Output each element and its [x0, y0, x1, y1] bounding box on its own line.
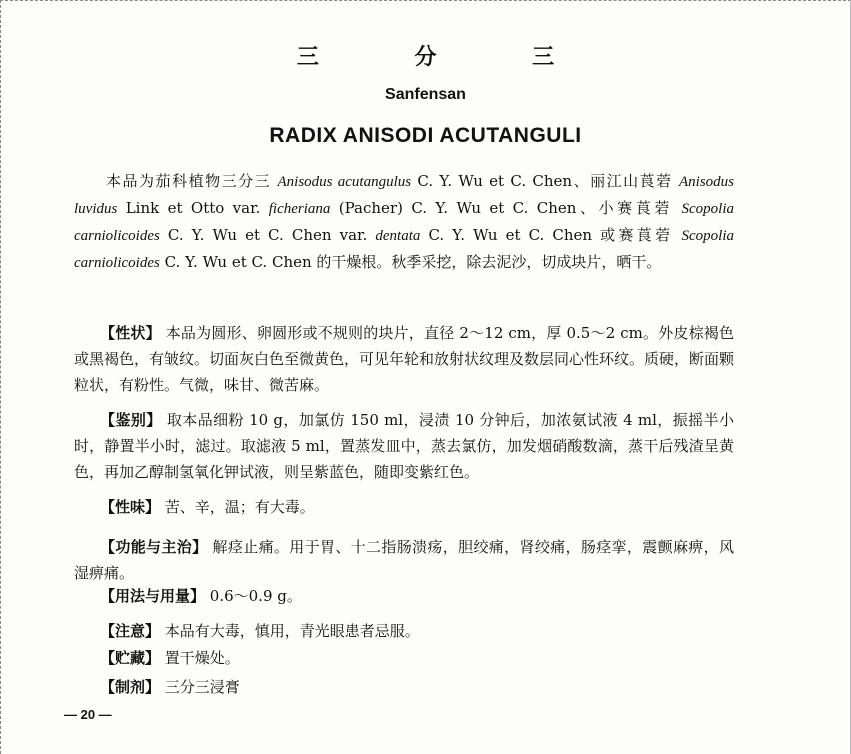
scan-border-left — [0, 0, 4, 754]
section-text: 解痉止痛。用于胃、十二指肠溃疡，胆绞痛，肾绞痛，肠痉挛，震颤麻痹，风湿痹痛。 — [74, 538, 734, 582]
page-number: — 20 — — [64, 707, 112, 722]
section-text: 本品为圆形、卵圆形或不规则的块片，直径 2～12 cm，厚 0.5～2 cm。外皮棕褐色或黑褐色，有皱纹。切面灰白色至微黄色，可见年轮和放射状纹理及数层同心性环纹。质硬，断面颗粒状，有粉性。气微，味甘、微苦麻。 — [74, 324, 735, 394]
section-property-flavor — [74, 494, 734, 520]
section-precautions — [74, 618, 734, 644]
section-label: 【贮藏】 — [100, 649, 161, 667]
section-label: 【注意】 — [100, 622, 161, 640]
scan-border-top — [0, 0, 851, 4]
section-label: 【用法与用量】 — [100, 587, 206, 605]
section-text: 取本品细粉 10 g，加氯仿 150 ml，浸渍 10 分钟后，加浓氨试液 4 ml，振摇半小时，静置半小时，滤过。取滤液 5 ml，置蒸发皿中，蒸去氯仿，加发烟硝酸数滴，蒸干后残渣呈黄色，再加乙醇制氢氧化钾试液，则呈紫蓝色，随即变紫红色。 — [74, 411, 734, 481]
section-usage-dosage — [74, 583, 734, 609]
section-label: 【制剂】 — [100, 678, 161, 696]
intro-text: (Pacher) C. Y. Wu et C. Chen、小赛莨菪 — [330, 199, 682, 217]
section-text: 本品有大毒，慎用，青光眼患者忌服。 — [160, 622, 420, 640]
section-characteristics — [74, 320, 734, 398]
intro-text: C. Y. Wu et C. Chen var. — [159, 226, 376, 244]
species-name: dentata — [375, 228, 421, 244]
intro-text: C. Y. Wu et C. Chen 或赛莨菪 — [420, 226, 682, 244]
section-text: 苦、辛，温；有大毒。 — [160, 498, 315, 516]
intro-paragraph — [74, 168, 734, 276]
title-latin: RADIX ANISODI ACUTANGULI — [269, 124, 582, 147]
intro-text: C. Y. Wu et C. Chen 的干燥根。秋季采挖，除去泥沙，切成块片，晒干。 — [159, 253, 662, 271]
section-storage — [74, 645, 734, 671]
section-label: 【性味】 — [100, 498, 161, 516]
species-name: Scopolia carniolicoides — [74, 201, 734, 244]
section-label: 【鉴别】 — [100, 411, 162, 429]
scan-border-right — [847, 0, 851, 754]
section-label: 【性状】 — [100, 324, 161, 342]
intro-text: 本品为茄科植物三分三 — [106, 172, 278, 190]
title-chinese: 三 分 三 — [296, 45, 599, 70]
section-text: 三分三浸膏 — [160, 678, 240, 696]
section-actions-indications — [74, 534, 734, 586]
species-name: Anisodus luvidus — [74, 174, 734, 217]
species-name: Scopolia carniolicoides — [74, 228, 734, 271]
species-name: Anisodus acutangulus — [277, 174, 412, 190]
section-identification — [74, 407, 734, 485]
intro-text: Link et Otto var. — [117, 199, 269, 217]
title-pinyin: Sanfensan — [385, 86, 466, 103]
section-label: 【功能与主治】 — [100, 538, 208, 556]
intro-text: C. Y. Wu et C. Chen、丽江山莨菪 — [411, 172, 679, 190]
section-text: 0.6～0.9 g。 — [205, 587, 302, 605]
section-text: 置干燥处。 — [160, 649, 240, 667]
species-name: ficheriana — [268, 201, 331, 217]
section-preparations — [74, 674, 734, 700]
